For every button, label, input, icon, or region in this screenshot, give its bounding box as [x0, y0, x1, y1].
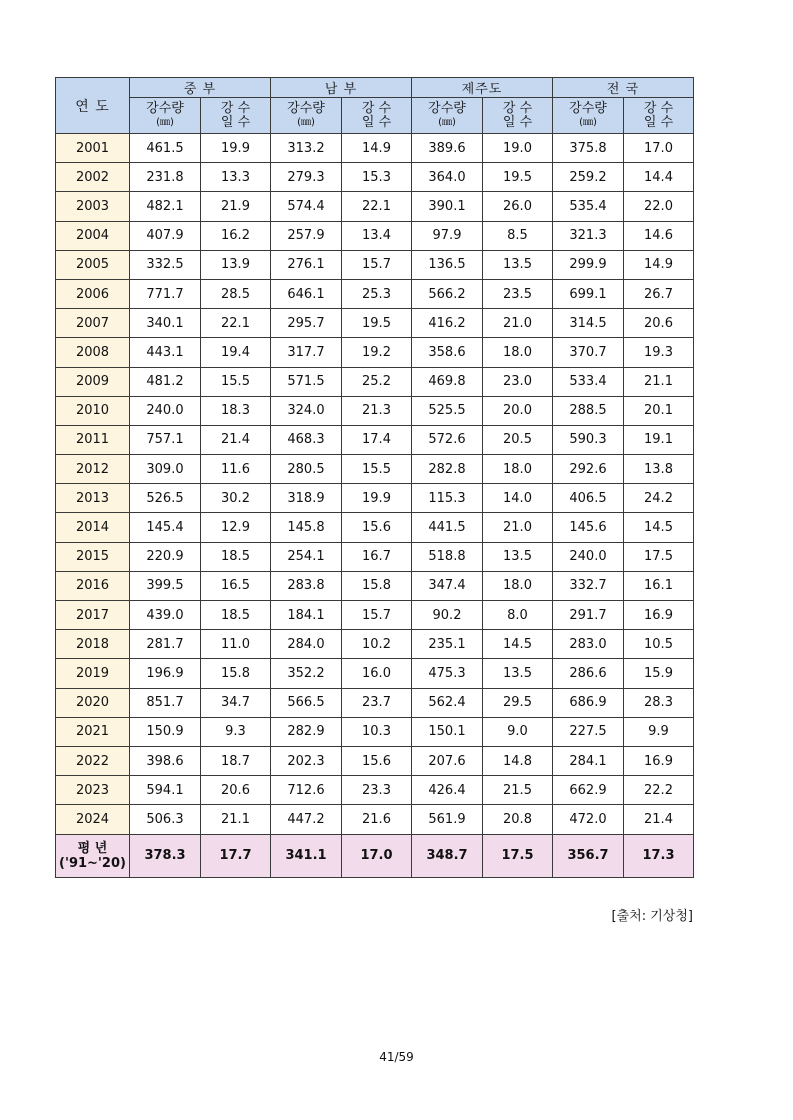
subheader-amount-south — [271, 98, 342, 134]
year-cell: 2019 — [56, 659, 130, 688]
days-cell: 21.1 — [624, 367, 694, 396]
average-days-cell: 17.3 — [624, 834, 694, 877]
days-cell: 30.2 — [201, 484, 271, 513]
amount-cell: 461.5 — [130, 134, 201, 163]
amount-cell: 566.2 — [412, 279, 483, 308]
amount-cell: 590.3 — [553, 425, 624, 454]
amount-cell: 481.2 — [130, 367, 201, 396]
days-cell: 17.4 — [342, 425, 412, 454]
days-cell: 18.0 — [483, 338, 553, 367]
amount-cell: 145.4 — [130, 513, 201, 542]
amount-cell: 566.5 — [271, 688, 342, 717]
amount-cell: 439.0 — [130, 601, 201, 630]
days-cell: 15.8 — [201, 659, 271, 688]
days-cell: 20.0 — [483, 396, 553, 425]
subheader-unit-label: (㎜) — [579, 116, 597, 128]
days-cell: 28.5 — [201, 279, 271, 308]
amount-cell: 426.4 — [412, 776, 483, 805]
year-cell: 2004 — [56, 221, 130, 250]
subheader-amount-label: 강수량 — [146, 100, 184, 116]
days-cell: 20.1 — [624, 396, 694, 425]
table-row — [56, 717, 694, 746]
days-cell: 18.0 — [483, 571, 553, 600]
year-cell: 2021 — [56, 717, 130, 746]
amount-cell: 757.1 — [130, 425, 201, 454]
year-cell: 2006 — [56, 279, 130, 308]
amount-cell: 288.5 — [553, 396, 624, 425]
amount-cell: 441.5 — [412, 513, 483, 542]
amount-cell: 150.9 — [130, 717, 201, 746]
days-cell: 18.5 — [201, 601, 271, 630]
days-cell: 19.1 — [624, 425, 694, 454]
amount-cell: 389.6 — [412, 134, 483, 163]
days-cell: 29.5 — [483, 688, 553, 717]
table-row — [56, 746, 694, 775]
table-row — [56, 659, 694, 688]
table-row — [56, 425, 694, 454]
amount-cell: 280.5 — [271, 455, 342, 484]
amount-cell: 390.1 — [412, 192, 483, 221]
amount-cell: 526.5 — [130, 484, 201, 513]
days-cell: 21.4 — [201, 425, 271, 454]
days-cell: 18.7 — [201, 746, 271, 775]
year-cell: 2003 — [56, 192, 130, 221]
amount-cell: 594.1 — [130, 776, 201, 805]
table-row — [56, 688, 694, 717]
days-cell: 15.5 — [342, 455, 412, 484]
amount-cell: 150.1 — [412, 717, 483, 746]
year-cell: 2022 — [56, 746, 130, 775]
year-cell: 2018 — [56, 630, 130, 659]
subheader-days-national: 강 수 일 수 — [624, 98, 694, 134]
days-cell: 23.0 — [483, 367, 553, 396]
year-cell: 2005 — [56, 250, 130, 279]
amount-cell: 472.0 — [553, 805, 624, 834]
amount-cell: 475.3 — [412, 659, 483, 688]
days-cell: 21.4 — [624, 805, 694, 834]
days-cell: 16.2 — [201, 221, 271, 250]
days-cell: 14.9 — [342, 134, 412, 163]
amount-cell: 332.5 — [130, 250, 201, 279]
table-row — [56, 601, 694, 630]
days-cell: 14.0 — [483, 484, 553, 513]
subheader-days-jeju: 강 수 일 수 — [483, 98, 553, 134]
amount-cell: 283.0 — [553, 630, 624, 659]
days-cell: 19.0 — [483, 134, 553, 163]
year-cell: 2012 — [56, 455, 130, 484]
year-cell: 2010 — [56, 396, 130, 425]
days-cell: 14.8 — [483, 746, 553, 775]
subheader-unit-label: (㎜) — [438, 116, 456, 128]
amount-cell: 469.8 — [412, 367, 483, 396]
amount-cell: 295.7 — [271, 309, 342, 338]
days-cell: 17.0 — [624, 134, 694, 163]
amount-cell: 292.6 — [553, 455, 624, 484]
amount-cell: 851.7 — [130, 688, 201, 717]
days-cell: 19.5 — [342, 309, 412, 338]
amount-cell: 533.4 — [553, 367, 624, 396]
amount-cell: 416.2 — [412, 309, 483, 338]
amount-cell: 314.5 — [553, 309, 624, 338]
amount-cell: 561.9 — [412, 805, 483, 834]
days-cell: 21.6 — [342, 805, 412, 834]
year-cell: 2023 — [56, 776, 130, 805]
amount-cell: 370.7 — [553, 338, 624, 367]
days-cell: 22.2 — [624, 776, 694, 805]
days-cell: 13.9 — [201, 250, 271, 279]
days-cell: 15.6 — [342, 513, 412, 542]
days-cell: 22.1 — [201, 309, 271, 338]
amount-cell: 318.9 — [271, 484, 342, 513]
year-cell: 2016 — [56, 571, 130, 600]
days-cell: 13.4 — [342, 221, 412, 250]
subheader-amount-national — [553, 98, 624, 134]
region-header-central: 중 부 — [130, 78, 271, 98]
days-cell: 13.5 — [483, 250, 553, 279]
source-note: [출처: 기상청] — [611, 909, 693, 924]
amount-cell: 525.5 — [412, 396, 483, 425]
days-cell: 21.0 — [483, 309, 553, 338]
amount-cell: 535.4 — [553, 192, 624, 221]
amount-cell: 257.9 — [271, 221, 342, 250]
days-cell: 19.9 — [342, 484, 412, 513]
amount-cell: 358.6 — [412, 338, 483, 367]
days-cell: 16.9 — [624, 746, 694, 775]
days-cell: 14.5 — [624, 513, 694, 542]
amount-cell: 332.7 — [553, 571, 624, 600]
days-cell: 10.5 — [624, 630, 694, 659]
amount-cell: 375.8 — [553, 134, 624, 163]
table-row — [56, 163, 694, 192]
table-row — [56, 221, 694, 250]
days-cell: 9.3 — [201, 717, 271, 746]
amount-cell: 284.1 — [553, 746, 624, 775]
table-row — [56, 309, 694, 338]
days-cell: 8.5 — [483, 221, 553, 250]
subheader-unit-label: (㎜) — [156, 116, 174, 128]
days-cell: 23.7 — [342, 688, 412, 717]
amount-cell: 662.9 — [553, 776, 624, 805]
amount-cell: 235.1 — [412, 630, 483, 659]
days-cell: 14.6 — [624, 221, 694, 250]
amount-cell: 506.3 — [130, 805, 201, 834]
amount-cell: 145.6 — [553, 513, 624, 542]
amount-cell: 646.1 — [271, 279, 342, 308]
table-row — [56, 455, 694, 484]
days-cell: 20.6 — [201, 776, 271, 805]
days-cell: 15.7 — [342, 601, 412, 630]
amount-cell: 281.7 — [130, 630, 201, 659]
year-cell: 2009 — [56, 367, 130, 396]
subheader-unit-label: (㎜) — [297, 116, 315, 128]
amount-cell: 712.6 — [271, 776, 342, 805]
year-cell: 2007 — [56, 309, 130, 338]
days-cell: 22.0 — [624, 192, 694, 221]
year-cell: 2013 — [56, 484, 130, 513]
days-cell: 12.9 — [201, 513, 271, 542]
table-row — [56, 134, 694, 163]
amount-cell: 352.2 — [271, 659, 342, 688]
year-cell: 2002 — [56, 163, 130, 192]
days-cell: 19.3 — [624, 338, 694, 367]
amount-cell: 291.7 — [553, 601, 624, 630]
amount-cell: 399.5 — [130, 571, 201, 600]
days-cell: 25.3 — [342, 279, 412, 308]
table-row — [56, 367, 694, 396]
days-cell: 16.5 — [201, 571, 271, 600]
amount-cell: 562.4 — [412, 688, 483, 717]
days-cell: 21.1 — [201, 805, 271, 834]
amount-cell: 284.0 — [271, 630, 342, 659]
amount-cell: 279.3 — [271, 163, 342, 192]
subheader-amount-label: 강수량 — [428, 100, 466, 116]
region-header-national: 전 국 — [553, 78, 694, 98]
days-cell: 11.0 — [201, 630, 271, 659]
average-label: 평 년 — [77, 840, 108, 856]
days-cell: 10.2 — [342, 630, 412, 659]
days-cell: 18.3 — [201, 396, 271, 425]
subheader-days-central: 강 수 일 수 — [201, 98, 271, 134]
amount-cell: 443.1 — [130, 338, 201, 367]
amount-cell: 286.6 — [553, 659, 624, 688]
year-cell: 2011 — [56, 425, 130, 454]
days-cell: 13.5 — [483, 542, 553, 571]
amount-cell: 283.8 — [271, 571, 342, 600]
days-cell: 26.0 — [483, 192, 553, 221]
days-cell: 15.5 — [201, 367, 271, 396]
amount-cell: 309.0 — [130, 455, 201, 484]
amount-cell: 364.0 — [412, 163, 483, 192]
amount-cell: 299.9 — [553, 250, 624, 279]
amount-cell: 406.5 — [553, 484, 624, 513]
amount-cell: 231.8 — [130, 163, 201, 192]
table-row — [56, 776, 694, 805]
table-row — [56, 338, 694, 367]
days-cell: 15.9 — [624, 659, 694, 688]
amount-cell: 97.9 — [412, 221, 483, 250]
amount-cell: 572.6 — [412, 425, 483, 454]
days-cell: 13.5 — [483, 659, 553, 688]
amount-cell: 254.1 — [271, 542, 342, 571]
subheader-amount-label: 강수량 — [569, 100, 607, 116]
average-period: ('91~'20) — [59, 855, 126, 871]
amount-cell: 340.1 — [130, 309, 201, 338]
region-header-jeju: 제주도 — [412, 78, 553, 98]
amount-cell: 282.9 — [271, 717, 342, 746]
amount-cell: 468.3 — [271, 425, 342, 454]
subheader-amount-jeju — [412, 98, 483, 134]
amount-cell: 240.0 — [130, 396, 201, 425]
amount-cell: 407.9 — [130, 221, 201, 250]
subheader-amount-central — [130, 98, 201, 134]
days-cell: 15.3 — [342, 163, 412, 192]
days-cell: 17.5 — [624, 542, 694, 571]
average-days-cell: 17.7 — [201, 834, 271, 877]
table-row — [56, 396, 694, 425]
days-cell: 28.3 — [624, 688, 694, 717]
amount-cell: 184.1 — [271, 601, 342, 630]
days-cell: 21.0 — [483, 513, 553, 542]
amount-cell: 282.8 — [412, 455, 483, 484]
amount-cell: 699.1 — [553, 279, 624, 308]
days-cell: 16.0 — [342, 659, 412, 688]
table-row — [56, 630, 694, 659]
days-cell: 22.1 — [342, 192, 412, 221]
rainfall-table — [55, 77, 694, 878]
subheader-amount-label: 강수량 — [287, 100, 325, 116]
amount-cell: 227.5 — [553, 717, 624, 746]
average-amount-cell: 356.7 — [553, 834, 624, 877]
days-cell: 24.2 — [624, 484, 694, 513]
days-cell: 19.4 — [201, 338, 271, 367]
days-cell: 20.5 — [483, 425, 553, 454]
average-amount-cell: 378.3 — [130, 834, 201, 877]
amount-cell: 324.0 — [271, 396, 342, 425]
subheader-days-south: 강 수 일 수 — [342, 98, 412, 134]
amount-cell: 136.5 — [412, 250, 483, 279]
average-days-cell: 17.5 — [483, 834, 553, 877]
amount-cell: 321.3 — [553, 221, 624, 250]
days-cell: 21.5 — [483, 776, 553, 805]
year-cell: 2008 — [56, 338, 130, 367]
amount-cell: 240.0 — [553, 542, 624, 571]
average-label-cell — [56, 834, 130, 877]
days-cell: 26.7 — [624, 279, 694, 308]
days-cell: 15.7 — [342, 250, 412, 279]
table-row — [56, 805, 694, 834]
days-cell: 14.5 — [483, 630, 553, 659]
days-cell: 15.8 — [342, 571, 412, 600]
amount-cell: 259.2 — [553, 163, 624, 192]
days-cell: 13.8 — [624, 455, 694, 484]
year-header: 연 도 — [56, 78, 130, 134]
days-cell: 25.2 — [342, 367, 412, 396]
amount-cell: 574.4 — [271, 192, 342, 221]
amount-cell: 347.4 — [412, 571, 483, 600]
average-row — [56, 834, 694, 877]
days-cell: 16.9 — [624, 601, 694, 630]
days-cell: 9.9 — [624, 717, 694, 746]
days-cell: 18.5 — [201, 542, 271, 571]
days-cell: 20.6 — [624, 309, 694, 338]
days-cell: 20.8 — [483, 805, 553, 834]
amount-cell: 447.2 — [271, 805, 342, 834]
days-cell: 23.5 — [483, 279, 553, 308]
amount-cell: 196.9 — [130, 659, 201, 688]
days-cell: 15.6 — [342, 746, 412, 775]
table-row — [56, 484, 694, 513]
days-cell: 11.6 — [201, 455, 271, 484]
amount-cell: 482.1 — [130, 192, 201, 221]
table-row — [56, 542, 694, 571]
amount-cell: 220.9 — [130, 542, 201, 571]
average-amount-cell: 348.7 — [412, 834, 483, 877]
table-row — [56, 192, 694, 221]
year-cell: 2020 — [56, 688, 130, 717]
average-amount-cell: 341.1 — [271, 834, 342, 877]
days-cell: 21.9 — [201, 192, 271, 221]
amount-cell: 276.1 — [271, 250, 342, 279]
region-header-south: 남 부 — [271, 78, 412, 98]
amount-cell: 317.7 — [271, 338, 342, 367]
amount-cell: 145.8 — [271, 513, 342, 542]
amount-cell: 398.6 — [130, 746, 201, 775]
page-number: 41/59 — [379, 1050, 414, 1064]
days-cell: 19.5 — [483, 163, 553, 192]
days-cell: 10.3 — [342, 717, 412, 746]
days-cell: 14.9 — [624, 250, 694, 279]
year-cell: 2014 — [56, 513, 130, 542]
amount-cell: 771.7 — [130, 279, 201, 308]
days-cell: 9.0 — [483, 717, 553, 746]
amount-cell: 686.9 — [553, 688, 624, 717]
days-cell: 16.7 — [342, 542, 412, 571]
amount-cell: 571.5 — [271, 367, 342, 396]
amount-cell: 90.2 — [412, 601, 483, 630]
table-row — [56, 513, 694, 542]
days-cell: 19.9 — [201, 134, 271, 163]
table-row — [56, 279, 694, 308]
days-cell: 13.3 — [201, 163, 271, 192]
year-cell: 2015 — [56, 542, 130, 571]
days-cell: 19.2 — [342, 338, 412, 367]
days-cell: 23.3 — [342, 776, 412, 805]
days-cell: 34.7 — [201, 688, 271, 717]
amount-cell: 202.3 — [271, 746, 342, 775]
amount-cell: 207.6 — [412, 746, 483, 775]
year-cell: 2001 — [56, 134, 130, 163]
amount-cell: 313.2 — [271, 134, 342, 163]
days-cell: 14.4 — [624, 163, 694, 192]
days-cell: 16.1 — [624, 571, 694, 600]
table-row — [56, 250, 694, 279]
year-cell: 2017 — [56, 601, 130, 630]
days-cell: 18.0 — [483, 455, 553, 484]
average-days-cell: 17.0 — [342, 834, 412, 877]
days-cell: 21.3 — [342, 396, 412, 425]
amount-cell: 115.3 — [412, 484, 483, 513]
table-row — [56, 571, 694, 600]
amount-cell: 518.8 — [412, 542, 483, 571]
days-cell: 8.0 — [483, 601, 553, 630]
year-cell: 2024 — [56, 805, 130, 834]
